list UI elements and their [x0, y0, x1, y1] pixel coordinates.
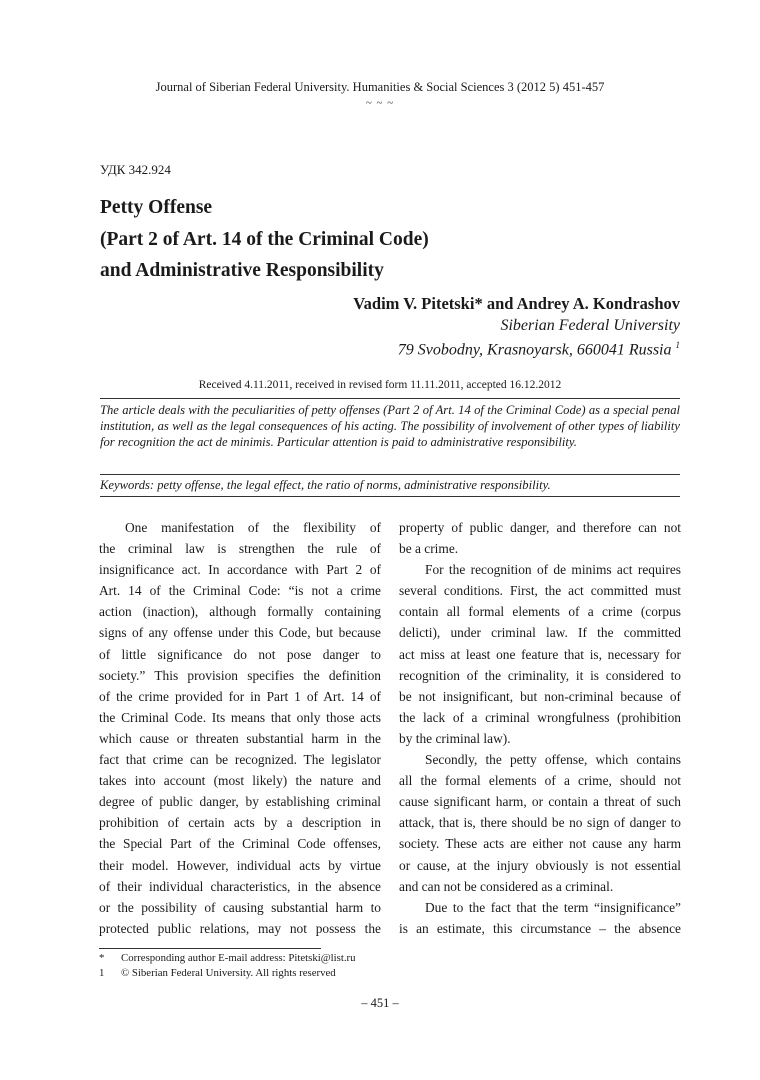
body-line: action (inaction), although formally containing: [99, 604, 381, 620]
body-line: or the possibility of causing substantial harm to: [99, 899, 381, 915]
title-line-3: and Administrative Responsibility: [100, 260, 384, 281]
keywords-bottom-rule: [100, 496, 680, 497]
body-line: act miss at least one feature that is, necessary for: [399, 646, 681, 662]
body-line: property of public danger, and therefore can not: [399, 520, 681, 535]
received-dates: Received 4.11.2011, received in revised form 11.11.2011, accepted 16.12.2012: [198, 379, 562, 391]
page-number: – 451 –: [361, 996, 399, 1010]
body-line: and can not be considered as a criminal.: [399, 878, 614, 894]
body-line: of little significance do not pose danger to: [99, 646, 381, 662]
body-line: One manifestation of the flexibility of: [125, 520, 381, 535]
abstract-top-rule: [100, 398, 680, 399]
body-line: fact that crime can be recognized. The legislator: [99, 752, 381, 768]
body-line: degree of public danger, by establishing criminal: [99, 794, 381, 810]
body-column-right: [399, 517, 681, 939]
footnote-mark: 1: [99, 967, 105, 979]
journal-header: Journal of Siberian Federal University. Humanities & Social Sciences 3 (2012 5) 451-457: [155, 80, 605, 94]
body-line: signs of any offense under this Code, but because: [99, 625, 381, 641]
keywords: Keywords: petty offense, the legal effect, the ratio of norms, administrative responsibility.: [100, 478, 551, 492]
header-ornament: ~ ~ ~: [365, 97, 395, 109]
footnote-text: Corresponding author E-mail address: Pitetski@list.ru: [121, 952, 356, 964]
footnote-text: © Siberian Federal University. All rights reserved: [121, 967, 336, 979]
body-line: their model. However, individual acts by virtue: [99, 857, 381, 873]
body-line: protected public relations, may not possess the: [99, 920, 381, 936]
body-line: society.” This provision specifies the definition: [99, 667, 381, 683]
body-line: of the crime provided for in Part 1 of Art. 14 of: [99, 688, 381, 704]
title-line-2: (Part 2 of Art. 14 of the Criminal Code): [100, 229, 429, 250]
footnote-copyright: [99, 966, 336, 980]
body-line: For the recognition of de minims act requires: [425, 562, 681, 578]
affiliation-address-text: 79 Svobodny, Krasnoyarsk, 660041 Russia: [397, 341, 672, 359]
body-line: attack, that is, there should be no sign of danger to: [399, 815, 681, 831]
footnote-mark: *: [99, 952, 105, 964]
body-line: takes into account (most likely) the nature and: [99, 773, 381, 789]
body-line: all the formal elements of a crime, should not: [399, 773, 681, 789]
udc-code: УДК 342.924: [100, 162, 171, 177]
authors: Vadim V. Pitetski* and Andrey A. Kondrashov: [353, 294, 680, 313]
body-line: which cause or threaten substantial harm in the: [99, 730, 381, 746]
body-line: recognition of the criminality, it is considered to: [399, 667, 681, 683]
body-line: insignificance act. In accordance with Part 2 of: [99, 562, 381, 578]
body-line: Art. 14 of the Criminal Code: “is not a crime: [99, 583, 381, 599]
body-line: the lack of a criminal wrongfulness (prohibition: [399, 709, 681, 725]
body-line: the criminal law is strengthen the rule of: [99, 541, 381, 557]
body-line: is an estimate, this circumstance – the absence: [399, 920, 681, 936]
body-line: or cause, at the injury obviously is not essential: [399, 857, 681, 873]
body-line: of their individual characteristics, in the absence: [99, 878, 381, 894]
title-line-1: Petty Offense: [100, 197, 213, 218]
body-line: the Criminal Code. Its means that only those acts: [99, 709, 381, 725]
affiliation-address: [398, 340, 680, 359]
footnote-corresponding: [99, 951, 356, 965]
footnote-rule: [99, 948, 321, 949]
body-line: several conditions. First, the act committed must: [399, 583, 681, 599]
body-line: society. These acts are either not cause any harm: [399, 836, 681, 852]
body-line: be not insignificant, but non-criminal because of: [399, 688, 681, 704]
body-line: by the criminal law).: [399, 730, 511, 746]
body-line: delicti), under criminal law. If the committed: [399, 625, 681, 641]
body-line: be a crime.: [399, 541, 459, 557]
body-line: Secondly, the petty offense, which contains: [425, 752, 681, 768]
abstract-bottom-rule: [100, 474, 680, 475]
body-line: the Special Part of the Criminal Code offenses,: [99, 836, 381, 852]
body-line: contain all formal elements of a crime (corpus: [399, 604, 681, 620]
affiliation-institution: Siberian Federal University: [500, 317, 680, 334]
abstract: The article deals with the peculiarities of petty offenses (Part 2 of Art. 14 of the Criminal Code) as a special penal institution, as well as the legal consequences of his acting. The possibility of involvement of other types of liability for recognition the act de minimis. Particular attention is paid to administrative responsibility.: [100, 403, 680, 450]
body-line: prohibition of certain acts by a description in: [99, 815, 381, 831]
body-line: Due to the fact that the term “insignificance”: [425, 899, 681, 915]
body-line: cause significant harm, or contain a threat of such: [399, 794, 681, 810]
affiliation-footnote-mark: 1: [675, 340, 680, 350]
body-column-left: [99, 517, 381, 939]
